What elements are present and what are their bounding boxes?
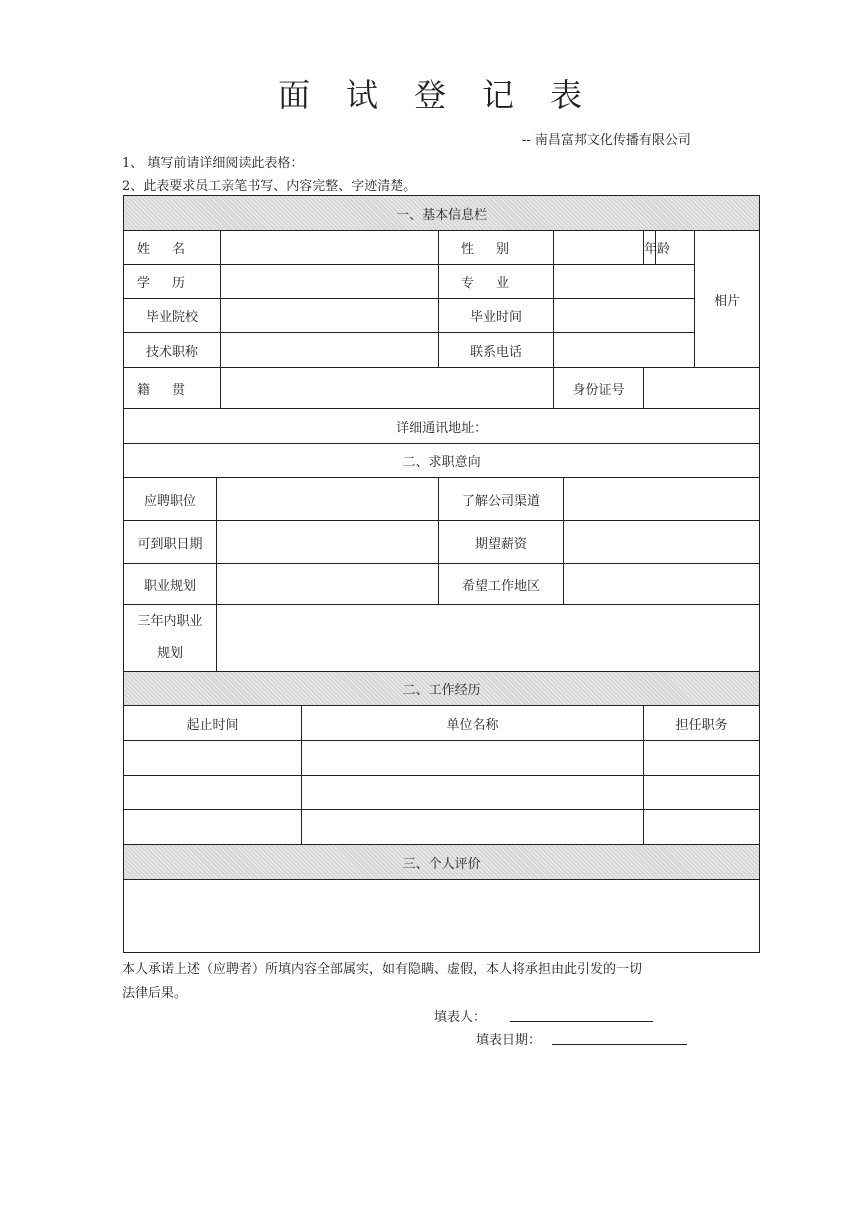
field-period[interactable]	[124, 776, 302, 810]
field-role[interactable]	[644, 776, 760, 810]
column-period: 起止时间	[124, 706, 302, 741]
label-id-number: 身份证号	[554, 368, 644, 409]
instruction-2: 2、此表要求员工亲笔书写、内容完整、字迹清楚。	[122, 179, 417, 194]
label-gender: 性别	[439, 231, 554, 265]
label-name: 姓名	[124, 231, 221, 265]
field-self-evaluation[interactable]	[124, 880, 760, 953]
label-phone: 联系电话	[439, 333, 554, 368]
field-position[interactable]	[217, 478, 439, 521]
field-company[interactable]	[302, 741, 644, 776]
field-fill-date[interactable]	[552, 1044, 687, 1045]
column-company: 单位名称	[302, 706, 644, 741]
label-salary: 期望薪资	[439, 521, 564, 564]
instruction-1: 1、 填写前请详细阅读此表格：	[122, 156, 304, 171]
field-company[interactable]	[302, 776, 644, 810]
field-education[interactable]	[221, 265, 439, 299]
field-title[interactable]	[221, 333, 439, 368]
label-major: 专业	[439, 265, 554, 299]
label-channel: 了解公司渠道	[439, 478, 564, 521]
field-gender[interactable]	[554, 231, 644, 265]
field-filler-signature[interactable]	[510, 1021, 653, 1022]
field-school[interactable]	[221, 299, 439, 333]
section-work-history: 二、工作经历	[124, 672, 760, 706]
field-channel[interactable]	[564, 478, 760, 521]
label-location: 希望工作地区	[439, 564, 564, 605]
label-career-plan: 职业规划	[124, 564, 217, 605]
label-title: 技术职称	[124, 333, 221, 368]
field-start-date[interactable]	[217, 521, 439, 564]
field-location[interactable]	[564, 564, 760, 605]
label-school: 毕业院校	[124, 299, 221, 333]
label-start-date: 可到职日期	[124, 521, 217, 564]
field-period[interactable]	[124, 741, 302, 776]
field-company[interactable]	[302, 810, 644, 845]
label-age: 年龄	[644, 231, 656, 265]
section-basic-info: 一、基本信息栏	[124, 196, 760, 231]
field-native[interactable]	[221, 368, 554, 409]
label-three-year-plan: 三年内职业 规划	[124, 605, 217, 672]
field-role[interactable]	[644, 810, 760, 845]
registration-form	[123, 195, 760, 953]
field-phone[interactable]	[554, 333, 695, 368]
table-row	[124, 741, 760, 776]
page-title: 面试登记表	[277, 76, 618, 114]
field-career-plan[interactable]	[217, 564, 439, 605]
label-education: 学历	[124, 265, 221, 299]
section-job-intent: 二、求职意向	[124, 444, 760, 478]
field-id-number[interactable]	[644, 368, 760, 409]
label-grad-time: 毕业时间	[439, 299, 554, 333]
field-name[interactable]	[221, 231, 439, 265]
field-address[interactable]: 详细通讯地址：	[124, 409, 760, 444]
field-three-year-plan[interactable]	[217, 605, 760, 672]
field-grad-time[interactable]	[554, 299, 695, 333]
pledge-statement: 本人承诺上述（应聘者）所填内容全部属实，如有隐瞒、虚假，本人将承担由此引发的一切 法律后果。	[122, 962, 643, 1001]
label-position: 应聘职位	[124, 478, 217, 521]
field-major[interactable]	[554, 265, 695, 299]
field-role[interactable]	[644, 741, 760, 776]
field-period[interactable]	[124, 810, 302, 845]
field-salary[interactable]	[564, 521, 760, 564]
table-row	[124, 776, 760, 810]
column-role: 担任职务	[644, 706, 760, 741]
company-name: -- 南昌富邦文化传播有限公司	[522, 133, 691, 148]
label-filler: 填表人：	[434, 1010, 487, 1025]
photo-box[interactable]: 相片	[695, 231, 760, 368]
table-row	[124, 810, 760, 845]
section-self-evaluation: 三、个人评价	[124, 845, 760, 880]
label-fill-date: 填表日期：	[476, 1033, 542, 1048]
label-native: 籍贯	[124, 368, 221, 409]
